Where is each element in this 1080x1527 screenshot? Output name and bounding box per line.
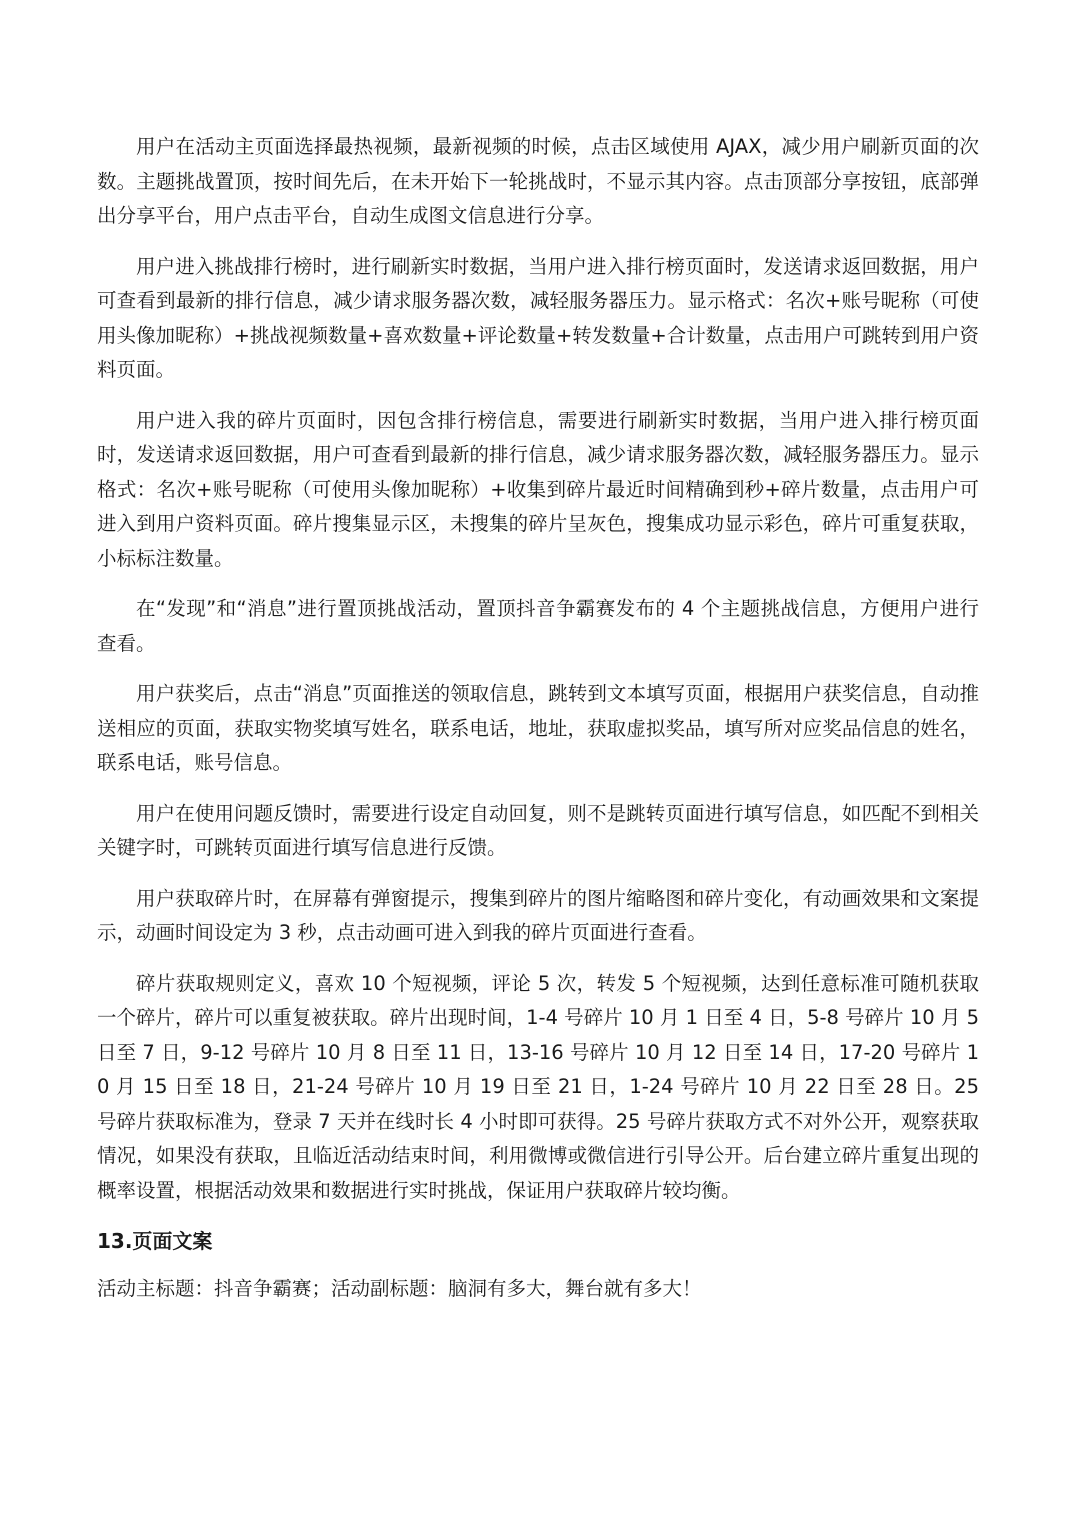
paragraph-feedback: 用户在使用问题反馈时，需要进行设定自动回复，则不是跳转页面进行填写信息，如匹配不到相关关键字时，可跳转页面进行填写信息进行反馈。 xyxy=(97,801,979,859)
document-body xyxy=(97,130,979,1306)
paragraph-hot-video-ajax: 用户在活动主页面选择最热视频，最新视频的时候，点击区域使用 AJAX，减少用户刷新页面的次数。主题挑战置顶，按时间先后，在未开始下一轮挑战时，不显示其内容。点击顶部分享按钮，底部弹出分享平台，用户点击平台，自动生成图文信息进行分享。 xyxy=(97,135,979,227)
paragraph-pinned-challenge: 在“发现”和“消息”进行置顶挑战活动，置顶抖音争霸赛发布的 4 个主题挑战信息，方便用户进行查看。 xyxy=(97,597,979,655)
paragraph-prize-claim: 用户获奖后，点击“消息”页面推送的领取信息，跳转到文本填写页面，根据用户获奖信息，自动推送相应的页面，获取实物奖填写姓名，联系电话，地址，获取虚拟奖品，填写所对应奖品信息的姓名，联系电话，账号信息。 xyxy=(97,682,979,774)
paragraph-fragment-popup: 用户获取碎片时，在屏幕有弹窗提示，搜集到碎片的图片缩略图和碎片变化，有动画效果和文案提示，动画时间设定为 3 秒，点击动画可进入到我的碎片页面进行查看。 xyxy=(97,886,979,944)
paragraph-challenge-ranking: 用户进入挑战排行榜时，进行刷新实时数据，当用户进入排行榜页面时，发送请求返回数据，用户可查看到最新的排行信息，减少请求服务器次数，减轻服务器压力。显示格式：名次+账号昵称（可使用头像加昵称）+挑战视频数量+喜欢数量+评论数量+转发数量+合计数量，点击用户可跳转到用户资料页面。 xyxy=(97,254,979,381)
page-copy-text: 活动主标题：抖音争霸赛；活动副标题：脑洞有多大，舞台就有多大！ xyxy=(97,1277,702,1300)
section-heading: 13.页面文案 xyxy=(97,1229,213,1253)
paragraph-fragment-rules: 碎片获取规则定义，喜欢 10 个短视频，评论 5 次，转发 5 个短视频，达到任意标准可随机获取一个碎片，碎片可以重复被获取。碎片出现时间，1-4 号碎片 10 月 1 日至 4 日，5-8 号碎片 10 月 5 日至 7 日，9-12 号碎片 10 月 8 日至 11 日，13-16 号碎片 10 月 12 日至 14 日，17-20 号碎片 10 月 15 日至 18 日，21-24 号碎片 10 月 19 日至 21 日，1-24 号碎片 10 月 22 日至 28 日。25 号碎片获取标准为，登录 7 天并在线时长 4 小时即可获得。25 号碎片获取方式不对外公开，观察获取情况，如果没有获取，且临近活动结束时间，利用微博或微信进行引导公开。后台建立碎片重复出现的概率设置，根据活动效果和数据进行实时挑战，保证用户获取碎片较均衡。 xyxy=(97,971,979,1202)
paragraph-my-fragments: 用户进入我的碎片页面时，因包含排行榜信息，需要进行刷新实时数据，当用户进入排行榜页面时，发送请求返回数据，用户可查看到最新的排行信息，减少请求服务器次数，减轻服务器压力。显示格式：名次+账号昵称（可使用头像加昵称）+收集到碎片最近时间精确到秒+碎片数量，点击用户可进入到用户资料页面。碎片搜集显示区，未搜集的碎片呈灰色，搜集成功显示彩色，碎片可重复获取，小标标注数量。 xyxy=(97,408,979,570)
